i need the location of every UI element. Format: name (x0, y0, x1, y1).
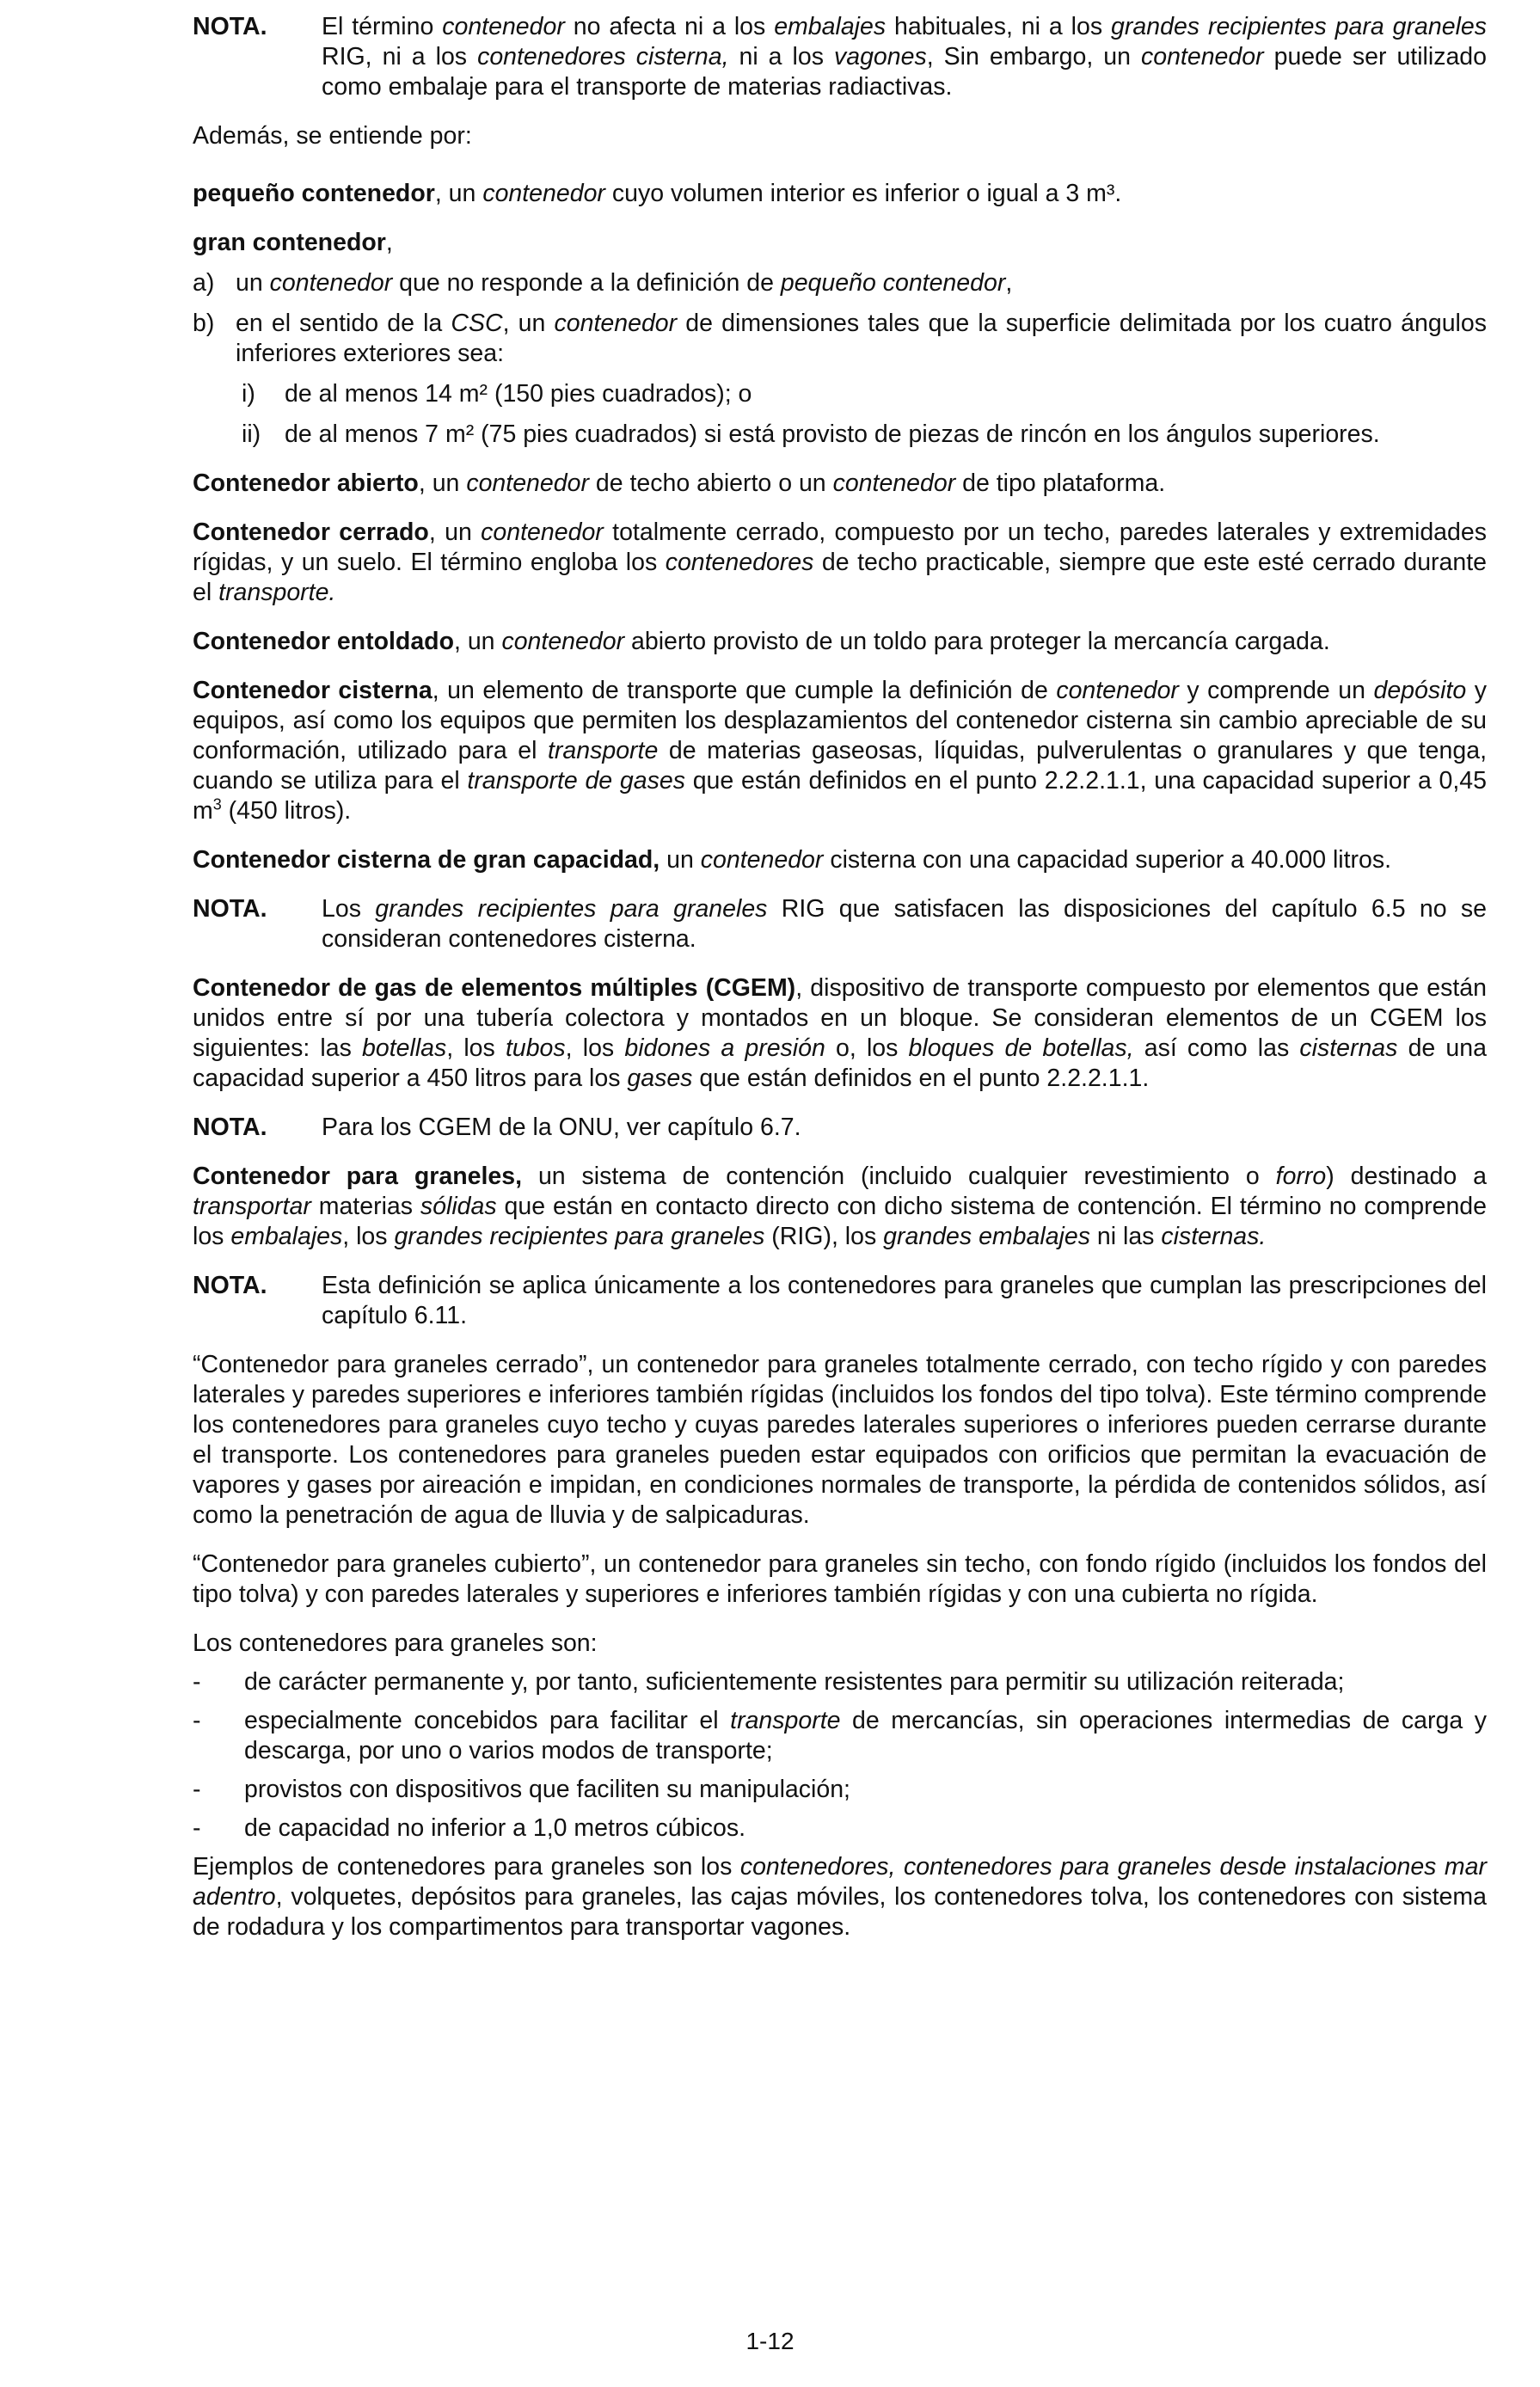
nota-label: NOTA. (193, 1272, 267, 1299)
ejemplos-paragraph: Ejemplos de contenedores para graneles son los contenedores, contenedores para graneles desde instalaciones mar adentro, volquetes, depósitos para graneles, las cajas móviles, los contenedores tolva, los contenedores con sistema de rodadura y los compartimentos para transportar vagones. (193, 1853, 1487, 1941)
list-item: b) en el sentido de la CSC, un contenedor de dimensiones tales que la superficie delimitada por los cuatro ángulos inferiores exteriores sea: (193, 310, 1487, 367)
def-contenedor-entoldado: Contenedor entoldado, un contenedor abierto provisto de un toldo para proteger la mercancía cargada. (193, 628, 1330, 655)
def-cgem: Contenedor de gas de elementos múltiples (CGEM), dispositivo de transporte compuesto por elementos que están unidos entre sí por una tubería colectora y montados en un bloque. Se consideran elementos de un CGEM los siguientes: las botellas, los tubos, los bidones a presión o, los bloques de botellas, así como las cisternas de una capacidad superior a 450 litros para los gases que están definidos en el punto 2.2.2.1.1. (193, 974, 1487, 1092)
def-cisterna-gran-capacidad: Contenedor cisterna de gran capacidad, un contenedor cisterna con una capacidad superior a 40.000 litros. (193, 846, 1392, 874)
def-contenedor-cerrado: Contenedor cerrado, un contenedor totalmente cerrado, compuesto por un techo, paredes laterales y extremidades rígidas, y un suelo. El término engloba los contenedores de techo practicable, siempre que este esté cerrado durante el transporte. (193, 519, 1487, 606)
list-item: i) de al menos 14 m² (150 pies cuadrados); o (242, 380, 752, 408)
def-contenedor-abierto: Contenedor abierto, un contenedor de techo abierto o un contenedor de tipo plataforma. (193, 469, 1166, 497)
def-gran-contenedor: gran contenedor, (193, 229, 393, 256)
document-body (193, 12, 1487, 1942)
list-item: ii) de al menos 7 m² (75 pies cuadrados) si está provisto de piezas de rincón en los ángulos superiores. (242, 420, 1380, 448)
nota-text: El término contenedor no afecta ni a los embalajes habituales, ni a los grandes recipientes para graneles RIG, ni a los contenedores cisterna, ni a los vagones, Sin embargo, un contenedor puede ser utilizado como embalaje para el transporte de materias radiactivas. (322, 13, 1488, 101)
son-intro: Los contenedores para graneles son: (193, 1629, 598, 1657)
ademas-line: Además, se entiende por: (193, 122, 472, 150)
nota-2: NOTA. Los grandes recipientes para graneles RIG que satisfacen las disposiciones del capítulo 6.5 no se consideran contenedores cisterna. (193, 895, 1488, 953)
list-item: - de capacidad no inferior a 1,0 metros cúbicos. (193, 1814, 745, 1842)
list-item: - provistos con dispositivos que faciliten su manipulación; (193, 1776, 850, 1803)
nota-3: NOTA. Para los CGEM de la ONU, ver capítulo 6.7. (193, 1114, 801, 1141)
list-item: - de carácter permanente y, por tanto, suficientemente resistentes para permitir su utilización reiterada; (193, 1668, 1345, 1696)
nota-label: NOTA. (193, 13, 267, 40)
nota-1 (193, 12, 1487, 102)
def-graneles-cerrado: “Contenedor para graneles cerrado”, un contenedor para graneles totalmente cerrado, con techo rígido y con paredes laterales y paredes superiores e inferiores también rígidas (incluidos los fondos del tipo tolva). Este término comprende los contenedores para graneles cuyo techo y cuyas paredes laterales superiores o inferiores pueden cerrarse durante el transporte. Los contenedores para graneles pueden estar equipados con orificios que permitan la evacuación de vapores y gases por aireación e impidan, en condiciones normales de transporte, la pérdida de contenidos sólidos, así como la penetración de agua de lluvia y de salpicaduras. (193, 1351, 1487, 1529)
def-graneles-cubierto: “Contenedor para graneles cubierto”, un contenedor para graneles sin techo, con fondo rígido (incluidos los fondos del tipo tolva) y con paredes laterales y superiores e inferiores también rígidas y con una cubierta no rígida. (193, 1550, 1487, 1608)
nota-label: NOTA. (193, 895, 267, 923)
nota-4: NOTA. Esta definición se aplica únicamente a los contenedores para graneles que cumplan las prescripciones del capítulo 6.11. (193, 1272, 1487, 1329)
def-pequeno-contenedor: pequeño contenedor, un contenedor cuyo volumen interior es inferior o igual a 3 m³. (193, 180, 1122, 207)
page-number: 1-12 (745, 2328, 795, 2354)
list-item: - especialmente concebidos para facilitar el transporte de mercancías, sin operaciones intermedias de carga y descarga, por uno o varios modos de transporte; (193, 1707, 1488, 1764)
list-item: a) un contenedor que no responde a la definición de pequeño contenedor, (193, 269, 1013, 297)
def-contenedor-cisterna: Contenedor cisterna, un elemento de transporte que cumple la definición de contenedor y comprende un depósito y equipos, así como los equipos que permiten los desplazamientos del contenedor cisterna sin cambio apreciable de su conformación, utilizado para el transporte de materias gaseosas, líquidas, pulverulentas o granulares y que tenga, cuando se utiliza para el transporte de gases que están definidos en el punto 2.2.2.1.1, una capacidad superior a 0,45 $m^3$ (450 litros). (193, 677, 1487, 825)
def-contenedor-graneles: Contenedor para graneles, un sistema de contención (incluido cualquier revestimiento o forro) destinado a transportar materias sólidas que están en contacto directo con dicho sistema de contención. El término no comprende los embalajes, los grandes recipientes para graneles (RIG), los grandes embalajes ni las cisternas. (193, 1163, 1487, 1250)
nota-label: NOTA. (193, 1114, 267, 1141)
